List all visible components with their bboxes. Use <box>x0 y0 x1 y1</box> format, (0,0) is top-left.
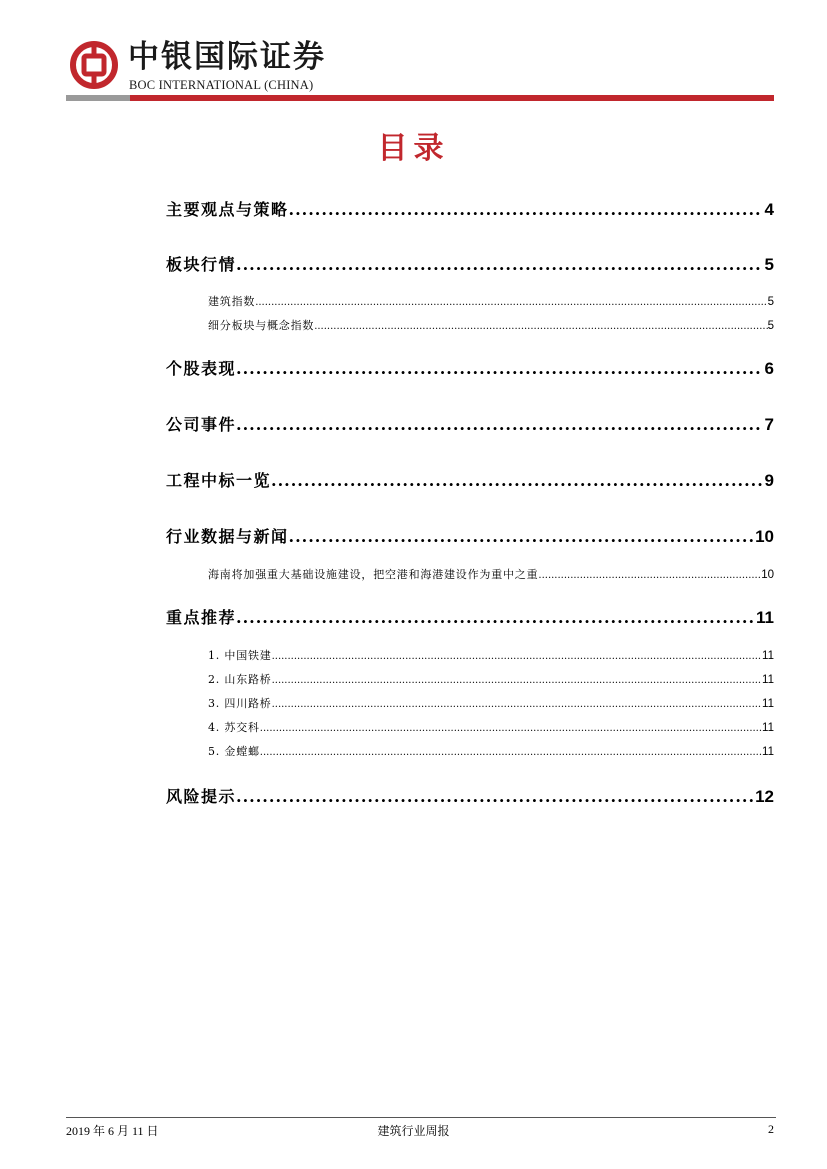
toc-entry-page: 10 <box>755 527 774 546</box>
toc-entry-label: 5. 金螳螂 <box>208 745 260 758</box>
toc-entry-page: 7 <box>764 415 774 434</box>
toc-entry-industry-news[interactable] <box>166 524 774 550</box>
toc-entry-label: 细分板块与概念指数 <box>208 319 315 332</box>
toc-entry-page: 11 <box>756 608 774 627</box>
toc-leader-dots <box>236 787 753 806</box>
toc-leader-dots <box>236 415 763 434</box>
toc-leader-dots <box>289 527 754 546</box>
toc-entry-page: 9 <box>764 471 774 490</box>
toc-leader-dots <box>236 255 763 274</box>
toc-entry-stock-performance[interactable] <box>166 356 774 382</box>
brand-name-cn: 中银国际证券 <box>128 39 326 75</box>
footer-page-number: 2 <box>768 1122 774 1136</box>
toc-entry-main-views[interactable] <box>166 197 774 223</box>
toc-leader-dots <box>272 699 762 710</box>
toc-entry-page: 11 <box>762 650 774 662</box>
header-divider-gray <box>66 95 130 101</box>
toc-entry-label: 行业数据与新闻 <box>166 527 289 546</box>
toc-entry-label: 公司事件 <box>166 415 237 434</box>
toc-entry-page: 5 <box>767 296 774 308</box>
toc-entry-hainan-infrastructure[interactable] <box>208 566 774 584</box>
toc-entry-page: 11 <box>762 722 774 734</box>
toc-entry-risk-warning[interactable] <box>166 784 774 810</box>
toc-leader-dots <box>236 608 754 627</box>
toc-leader-dots <box>272 651 762 662</box>
toc-entry-page: 6 <box>764 359 774 378</box>
toc-entry-company-events[interactable] <box>166 412 774 438</box>
toc-entry-page: 11 <box>762 698 774 710</box>
toc-entry-rec-4[interactable] <box>208 719 774 737</box>
toc-leader-dots <box>272 675 762 686</box>
toc-entry-page: 11 <box>762 674 774 686</box>
toc-entry-page: 4 <box>764 200 774 219</box>
toc-entry-page: 5 <box>767 320 774 332</box>
toc-leader-dots <box>260 723 762 734</box>
footer-divider <box>66 1117 776 1118</box>
toc-entry-key-recommendations[interactable] <box>166 605 774 631</box>
toc-leader-dots <box>260 747 762 758</box>
toc-entry-label: 海南将加强重大基础设施建设，把空港和海港建设作为重中之重 <box>208 568 539 581</box>
toc-entry-page: 5 <box>764 255 774 274</box>
toc-entry-project-bids[interactable] <box>166 468 774 494</box>
toc-entry-label: 重点推荐 <box>166 608 237 627</box>
toc-leader-dots <box>314 321 767 332</box>
toc-entry-page: 12 <box>755 787 774 806</box>
toc-entry-rec-2[interactable] <box>208 671 774 689</box>
toc-entry-label: 3. 四川路桥 <box>208 697 272 710</box>
footer-report-title: 建筑行业周报 <box>377 1124 450 1138</box>
toc-leader-dots <box>538 570 761 581</box>
toc-leader-dots <box>289 200 763 219</box>
toc-entry-label: 工程中标一览 <box>166 471 272 490</box>
toc-entry-label: 风险提示 <box>166 787 237 806</box>
toc-entry-label: 1. 中国铁建 <box>208 649 272 662</box>
toc-leader-dots <box>255 297 767 308</box>
brand-name-en: BOC INTERNATIONAL (CHINA) <box>129 78 314 92</box>
toc-entry-rec-5[interactable] <box>208 743 774 761</box>
toc-entry-construction-index[interactable] <box>208 293 774 311</box>
toc-entry-page: 10 <box>761 569 774 581</box>
toc-leader-dots <box>271 471 763 490</box>
boc-logo-icon <box>70 41 118 89</box>
toc-title: 目录 <box>377 131 450 166</box>
toc-entry-label: 4. 苏交科 <box>208 721 260 734</box>
toc-entry-label: 主要观点与策略 <box>166 200 289 219</box>
toc-entry-label: 个股表现 <box>166 359 237 378</box>
toc-entry-rec-3[interactable] <box>208 695 774 713</box>
toc-entry-sub-sectors[interactable] <box>208 317 774 335</box>
toc-entry-rec-1[interactable] <box>208 647 774 665</box>
toc-entry-label: 2. 山东路桥 <box>208 673 272 686</box>
header-divider-red <box>130 95 774 101</box>
footer-date: 2019 年 6 月 11 日 <box>66 1124 159 1138</box>
toc-entry-label: 建筑指数 <box>208 295 256 308</box>
toc-entry-page: 11 <box>762 746 774 758</box>
toc-entry-sector-market[interactable] <box>166 252 774 278</box>
toc-leader-dots <box>236 359 763 378</box>
toc-entry-label: 板块行情 <box>166 255 237 274</box>
